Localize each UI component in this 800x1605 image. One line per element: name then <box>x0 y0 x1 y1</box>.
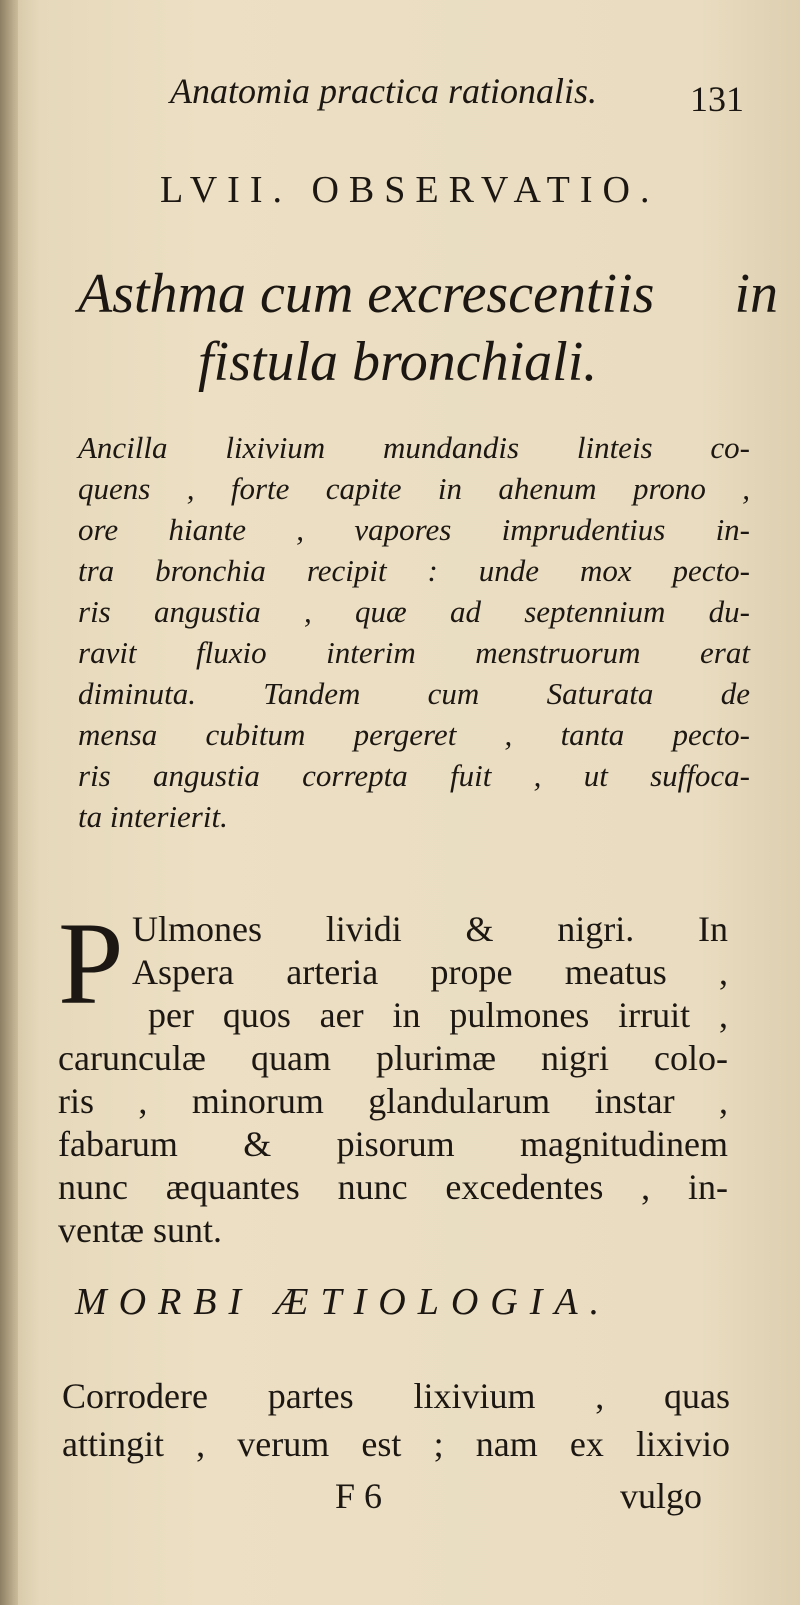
findings-line: carunculæ quam plurimæ nigri colo- <box>58 1038 728 1078</box>
observation-title-line-1 <box>78 262 778 326</box>
aetio-line: attingit , verum est ; nam ex lixivio <box>62 1424 730 1464</box>
findings-line: Ulmones lividi & nigri. In <box>132 909 728 949</box>
findings-line: fabarum & pisorum magnitudinem <box>58 1124 728 1164</box>
case-line: ris angustia correpta fuit , ut suffoca- <box>78 758 750 793</box>
case-line: diminuta. Tandem cum Saturata de <box>78 676 750 711</box>
observation-heading: LVII. OBSERVATIO. <box>160 169 660 211</box>
case-line: quens , forte capite in ahenum prono , <box>78 471 750 506</box>
case-line: ta interierit. <box>78 799 228 834</box>
findings-line: ris , minorum glandularum instar , <box>58 1081 728 1121</box>
title-end-word: in <box>734 263 778 325</box>
page-gutter <box>0 0 18 1605</box>
aetio-line: Corrodere partes lixivium , quas <box>62 1376 730 1416</box>
case-line: Ancilla lixivium mundandis linteis co- <box>78 430 750 465</box>
catchword: vulgo <box>620 1476 703 1516</box>
case-line: mensa cubitum pergeret , tanta pecto- <box>78 717 750 752</box>
findings-line: Aspera arteria prope meatus , <box>132 952 728 992</box>
findings-line: ventæ sunt. <box>58 1210 223 1250</box>
running-title: Anatomia practica rationalis. <box>170 71 597 111</box>
title-text: Asthma cum excrescentiis <box>78 263 655 325</box>
observation-title-line-2: fistula bronchiali. <box>198 331 598 393</box>
page-number: 131 <box>690 79 744 119</box>
findings-line: per quos aer in pulmones irruit , <box>148 995 728 1035</box>
section-heading: MORBI ÆTIOLOGIA. <box>75 1281 612 1323</box>
case-line: ore hiante , vapores imprudentius in- <box>78 512 750 547</box>
signature-mark: F 6 <box>335 1476 383 1516</box>
findings-line: nunc æquantes nunc excedentes , in- <box>58 1167 728 1207</box>
drop-cap: P <box>58 898 124 1029</box>
case-line: tra bronchia recipit : unde mox pecto- <box>78 553 750 588</box>
case-line: ravit fluxio interim menstruorum erat <box>78 635 750 670</box>
case-line: ris angustia , quæ ad septennium du- <box>78 594 750 629</box>
